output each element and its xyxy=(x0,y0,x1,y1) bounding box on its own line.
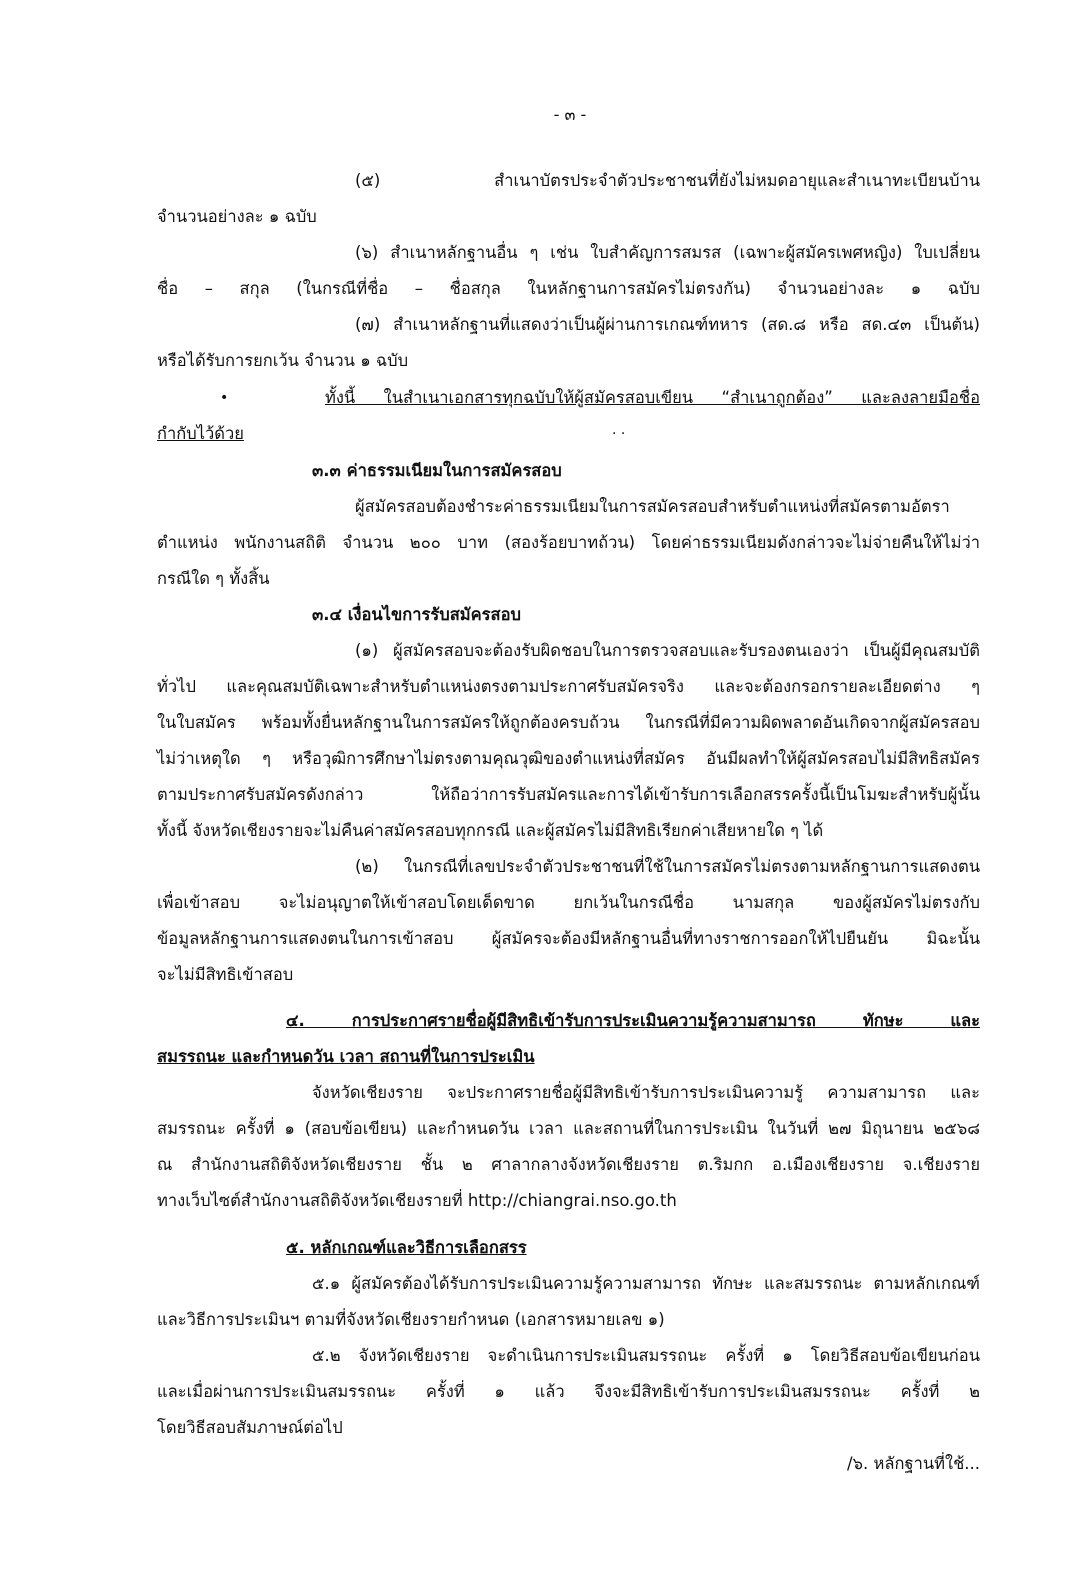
section-5-2-line-3: โดยวิธีสอบสัมภาษณ์ต่อไป xyxy=(157,1418,343,1437)
condition-2-line-1: (๒) ในกรณีที่เลขประจำตัวประชาชนที่ใช้ในการสมัครไม่ตรงตามหลักฐานการแสดงตน xyxy=(355,857,980,876)
fee-line-1: ผู้สมัครสอบต้องชำระค่าธรรมเนียมในการสมัครสอบสำหรับตำแหน่งที่สมัครตามอัตรา xyxy=(355,497,950,516)
condition-1-line-1: (๑) ผู้สมัครสอบจะต้องรับผิดชอบในการตรวจสอบและรับรองตนเองว่า เป็นผู้มีคุณสมบัติ xyxy=(355,641,980,660)
condition-1-line-4: ไม่ว่าเหตุใด ๆ หรือวุฒิการศึกษาไม่ตรงตามคุณวุฒิของตำแหน่งที่สมัคร อันมีผลทำให้ผู้สมัครสอบไม่มีสิทธิสมัคร xyxy=(157,749,980,768)
section-5-2-line-2: และเมื่อผ่านการประเมินสมรรถนะ ครั้งที่ ๑ แล้ว จึงจะมีสิทธิเข้ารับการประเมินสมรรถนะ ครั้งที่ ๒ xyxy=(157,1382,980,1401)
doc-item-6-line-1: (๖) สำเนาหลักฐานอื่น ๆ เช่น ใบสำคัญการสมรส (เฉพาะผู้สมัครเพศหญิง) ใบเปลี่ยน xyxy=(355,243,980,262)
condition-1-line-3: ในใบสมัคร พร้อมทั้งยื่นหลักฐานในการสมัครให้ถูกต้องครบถ้วน ในกรณีที่มีความผิดพลาดอันเกิดจากผู้สมัครสอบ xyxy=(157,713,980,732)
condition-1-line-2: ทั่วไป และคุณสมบัติเฉพาะสำหรับตำแหน่งตรงตามประกาศรับสมัครจริง และจะต้องกรอกรายละเอียดต่าง ๆ xyxy=(157,677,980,696)
condition-1-line-5: ตามประกาศรับสมัครดังกล่าว ให้ถือว่าการรับสมัครและการได้เข้ารับการเลือกสรรครั้งนี้เป็นโมฆะสำหรับผู้นั้น xyxy=(157,785,980,804)
condition-2-line-4: จะไม่มีสิทธิเข้าสอบ xyxy=(157,965,294,984)
copy-note-line-2: กำกับไว้ด้วย xyxy=(157,424,244,443)
scan-dot: • xyxy=(220,390,229,406)
fee-line-3: กรณีใด ๆ ทั้งสิ้น xyxy=(157,569,270,588)
condition-2-line-3: ข้อมูลหลักฐานการแสดงตนในการเข้าสอบ ผู้สมัครจะต้องมีหลักฐานอื่นที่ทางราชการออกให้ไปยืนยัน มิฉะนั้น xyxy=(157,929,980,948)
fee-heading: ๓.๓ ค่าธรรมเนียมในการสมัครสอบ xyxy=(312,461,562,480)
doc-item-5-line-2: จำนวนอย่างละ ๑ ฉบับ xyxy=(157,207,317,226)
doc-item-7-line-1: (๗) สำเนาหลักฐานที่แสดงว่าเป็นผู้ผ่านการเกณฑ์ทหาร (สด.๘ หรือ สด.๔๓ เป็นต้น) xyxy=(355,315,980,334)
doc-item-5-line-1: (๕) สำเนาบัตรประจำตัวประชาชนที่ยังไม่หมดอายุและสำเนาทะเบียนบ้าน xyxy=(355,171,980,190)
doc-item-7-line-2: หรือได้รับการยกเว้น จำนวน ๑ ฉบับ xyxy=(157,351,409,370)
fee-line-2: ตำแหน่ง พนักงานสถิติ จำนวน ๒๐๐ บาท (สองร้อยบาทถ้วน) โดยค่าธรรมเนียมดังกล่าวจะไม่จ่ายคืนให้ไม่ว่า xyxy=(157,533,980,552)
copy-note-line-1: ทั้งนี้ ในสำเนาเอกสารทุกฉบับให้ผู้สมัครสอบเขียน “สำเนาถูกต้อง” และลงลายมือชื่อ xyxy=(325,388,980,407)
conditions-heading: ๓.๔ เงื่อนไขการรับสมัครสอบ xyxy=(312,605,521,624)
section-4-heading-line-1: ๔. การประกาศรายชื่อผู้มีสิทธิเข้ารับการประเมินความรู้ความสามารถ ทักษะ และ xyxy=(286,1011,980,1030)
section-5-1-line-2: และวิธีการประเมินฯ ตามที่จังหวัดเชียงรายกำหนด (เอกสารหมายเลข ๑) xyxy=(157,1310,665,1329)
section-4-heading-line-2: สมรรถนะ และกำหนดวัน เวลา สถานที่ในการประเมิน xyxy=(157,1047,535,1066)
section-5-heading: ๕. หลักเกณฑ์และวิธีการเลือกสรร xyxy=(286,1238,527,1257)
scan-dots: · · xyxy=(612,426,626,442)
section-4-line-1: จังหวัดเชียงราย จะประกาศรายชื่อผู้มีสิทธิเข้ารับการประเมินความรู้ ความสามารถ และ xyxy=(312,1083,980,1102)
condition-1-line-6: ทั้งนี้ จังหวัดเชียงรายจะไม่คืนค่าสมัครสอบทุกกรณี และผู้สมัครไม่มีสิทธิเรียกค่าเสียหายใด ๆ ได้ xyxy=(157,821,824,840)
section-4-line-3: ณ สำนักงานสถิติจังหวัดเชียงราย ชั้น ๒ ศาลากลางจังหวัดเชียงราย ต.ริมกก อ.เมืองเชียงราย จ.เชียงราย xyxy=(157,1155,980,1174)
doc-item-6-line-2: ชื่อ – สกุล (ในกรณีที่ชื่อ – ชื่อสกุล ในหลักฐานการสมัครไม่ตรงกัน) จำนวนอย่างละ ๑ ฉบับ xyxy=(157,279,980,298)
section-4-line-4: ทางเว็บไซต์สำนักงานสถิติจังหวัดเชียงรายที่ http://chiangrai.nso.go.th xyxy=(157,1191,677,1210)
section-5-2-line-1: ๕.๒ จังหวัดเชียงราย จะดำเนินการประเมินสมรรถนะ ครั้งที่ ๑ โดยวิธีสอบข้อเขียนก่อน xyxy=(312,1346,980,1365)
continuation-marker: /๖. หลักฐานที่ใช้... xyxy=(846,1454,980,1473)
section-5-1-line-1: ๕.๑ ผู้สมัครต้องได้รับการประเมินความรู้ความสามารถ ทักษะ และสมรรถนะ ตามหลักเกณฑ์ xyxy=(312,1274,980,1293)
section-4-line-2: สมรรถนะ ครั้งที่ ๑ (สอบข้อเขียน) และกำหนดวัน เวลา และสถานที่ในการประเมิน ในวันที่ ๒๗ มิถุนายน ๒๕๖๘ xyxy=(157,1119,980,1138)
page-number: - ๓ - xyxy=(553,105,587,124)
condition-2-line-2: เพื่อเข้าสอบ จะไม่อนุญาตให้เข้าสอบโดยเด็ดขาด ยกเว้นในกรณีชื่อ นามสกุล ของผู้สมัครไม่ตรงกับ xyxy=(157,893,980,912)
